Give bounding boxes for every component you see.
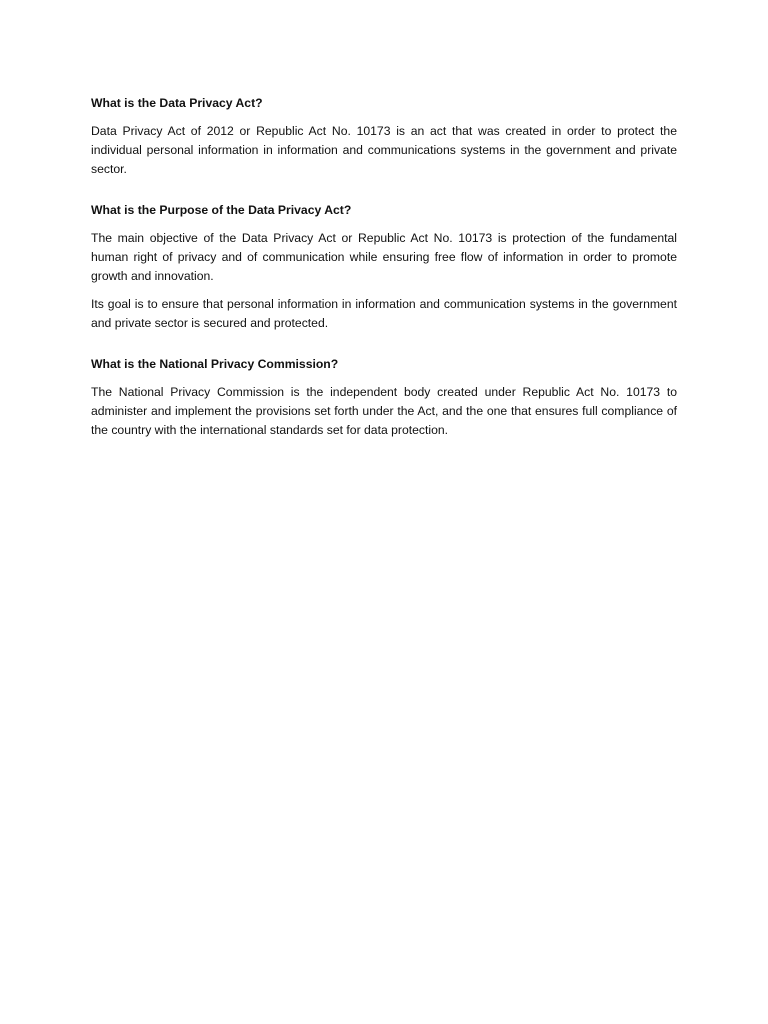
- section-heading: What is the National Privacy Commission?: [91, 357, 339, 371]
- section-data-privacy-act: [91, 94, 677, 179]
- section-paragraph: Its goal is to ensure that personal information in information and communication systems in the government and private sector is secured and protected.: [91, 297, 677, 330]
- section-heading: What is the Purpose of the Data Privacy Act?: [91, 203, 352, 217]
- section-purpose: [91, 201, 677, 333]
- section-paragraph: The National Privacy Commission is the independent body created under Republic Act No. 10173 to administer and implement the provisions set forth under the Act, and the one that ensures full compliance of the country with the international standards set for data protection.: [91, 385, 677, 437]
- document-content: [91, 94, 677, 462]
- section-paragraph: The main objective of the Data Privacy Act or Republic Act No. 10173 is protection of the fundamental human right of privacy and of communication while ensuring free flow of information in order to promote growth and innovation.: [91, 231, 677, 283]
- section-paragraph: Data Privacy Act of 2012 or Republic Act No. 10173 is an act that was created in order to protect the individual personal information in information and communications systems in the government and private sector.: [91, 124, 677, 176]
- section-heading: What is the Data Privacy Act?: [91, 96, 263, 110]
- section-national-privacy-commission: [91, 355, 677, 440]
